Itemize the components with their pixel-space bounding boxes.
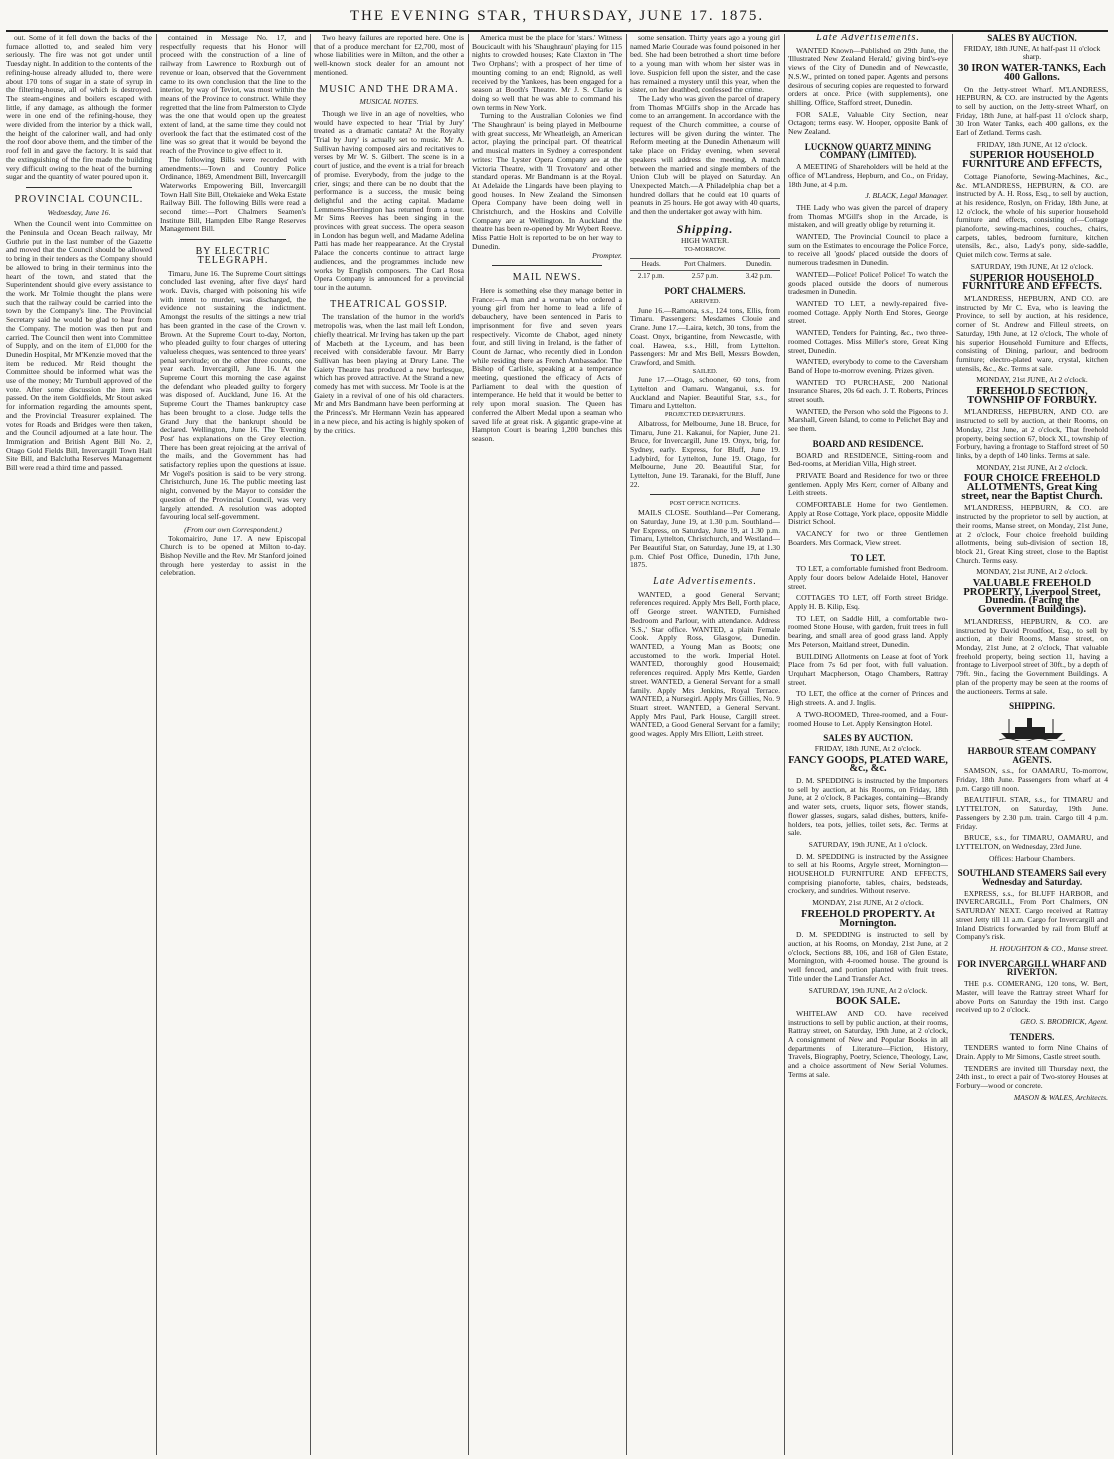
col3-top-text: Two heavy failures are reported here. One is that of a produce merchant for £2,700, most of whose liabilities were in Milton, and the other a well-known stock dealer for an amount not mentioned. bbox=[314, 34, 464, 77]
col2-telegrams: Timaru, June 16. The Supreme Court sittings concluded last evening, after five days' hard work. Davis, charged with poisoning his wife with intent to murder, was discharged, the evidence not sustaining the indictment. Amongst the results of the sittings a new trial has been granted in the case of the Crown v. Brown. At the Supreme Court to-day, Norton, who pleaded guilty to four charges of uttering valueless cheques, was sentenced to three years' penal servitude; on the other three counts, one year each. Invercargill, June 16. At the Supreme Court this morning the case against the defendant who pleaded guilty to forgery was disposed of. Auckland, June 16. At the Supreme Court the Thames bankruptcy case has been brought to a close. Judge tells the Grand Jury that the bankrupt should be declared. Wellington, June 16. The 'Evening Post' has explanations on the Grey election. There has been great rejoicing at the arrival of the mails, and the Government has had satisfactory replies upon the questions at issue. Mr Vogel's position is said to be very strong. Christchurch, June 16. The public meeting last night, convened by the Mayor to consider the question of the Provincial Council, was very largely attended. A resolution was adopted favouring local self-government. bbox=[160, 268, 306, 522]
southland-heading: SOUTHLAND STEAMERS Sail every Wednesday and Saturday. bbox=[957, 868, 1107, 888]
agent1-signature: H. HOUGHTON & CO., Manse street. bbox=[990, 943, 1108, 953]
table-cell: 2.17 p.m. bbox=[630, 270, 672, 281]
sale4-text: WHITELAW AND CO. have received instructions to sell by public auction, at their rooms, Rattray street, on Saturday, 19th June, at 2 o'clock, A consignment of New and Popular Books in all departments of Literature—Fiction, History, Travels, Biography, Poetry, Science, Theology, Law, and a choice assortment of New Serial Volumes. Terms at sale. bbox=[788, 1008, 948, 1079]
s2-text: Cottage Pianoforte, Sewing-Machines, &c., &c. M'LANDRESS, HEPBURN, & CO. are instructed by A. H. Ross, Esq., to sell by auction, at his residence, Roslyn, on Friday, 18th June, at 12 o'clock, the whole of his superior household furniture and effects, consisting of—Cottage pianoforte, sewing-machines, couches, chairs, carpets, tables, bedroom furniture, kitchen utensils, &c., also, Lady's pony, side-saddle, Quiet milch cow. Terms at sale. bbox=[956, 171, 1108, 260]
column-1 bbox=[6, 34, 152, 1455]
ad-pigeons: WANTED, the Person who sold the Pigeons to J. Marshall, Green Island, to come to Pelichet Bay and see them. bbox=[788, 406, 948, 434]
sale1-title: FANCY GOODS, PLATED WARE, &c., &c. bbox=[788, 754, 948, 775]
tender1-text: TENDERS wanted to form Nine Chains of Drain. Apply to Mr Simons, Castle street south. bbox=[956, 1043, 1108, 1062]
ad-police: WANTED—Police! Police! Police! To watch the goods placed outside the doors of numerous tradesmen in Dunedin. bbox=[788, 269, 948, 297]
col1-date: Wednesday, June 16. bbox=[47, 207, 111, 217]
col5-late-ads: WANTED, a good General Servant; references required. Apply Mrs Bell, Forth place, off George street. WANTED, Furnished Bedroom and Parlour, with attendance. Address 'S.S.,' Star office. WANTED, a plain Female Cook. Apply Ross, Glasgow, Dunedin. WANTED, a Young Man as Boots; one accustomed to the work. Imperial Hotel. WANTED, thoroughly good Housemaid; references required. Apply Mrs Kettle, Garden street. WANTED, a General Servant for a small family. Apply Mrs Jenkins, Royal Terrace. WANTED, a Nursegirl. Apply Mrs Gillies, No. 9 Stuart street. WANTED, a General Servant. Apply Mrs Paul, Park House, Cargill street. WANTED, a Good General Servant for a family; good wages. Apply Mrs Elliott, Leith street. bbox=[630, 589, 780, 739]
col5-high-water-sub: TO-MORROW. bbox=[684, 246, 726, 254]
ad-to-let-4: BUILDING Allotments on Lease at foot of York Place from 7s 6d per foot, with full valuation. Urquhart Macpherson, Otago Chambers, Rattray street. bbox=[788, 651, 948, 687]
col5-post-office-text: MAILS CLOSE. Southland—Per Comerang, on Saturday, June 19, at 1.30 p.m. Southland—Per Express, on Saturday, June 19, at 1.30 p.m. Timaru, Lyttelton, Christchurch, and Westland—Per Beautiful Star, on Saturday, June 19, at 1.30 p.m. Chief Post Office, Dunedin, 17th June, 1875. bbox=[630, 508, 780, 570]
col3-subheading: MUSICAL NOTES. bbox=[359, 97, 419, 107]
s1-title: 30 IRON WATER-TANKS, Each 400 Gallons. bbox=[958, 63, 1106, 83]
column-4 bbox=[472, 34, 622, 1455]
col1-rule bbox=[26, 187, 132, 188]
column-divider bbox=[952, 34, 953, 1455]
sale1-text: D. M. SPEDDING is instructed by the Importers to sell by auction, at his Rooms, on Friday, 18th June, at 2 o'clock, 8 Packages, containing—Brandy and water sets, cruets, liquor sets, flower stands, flower glasses, sugars, salad dishes, butters, knife-holders, tea pots, jellies, toilet sets, &c. Terms at sale. bbox=[788, 776, 948, 838]
col2-body: The following Bills were recorded with amendments:—Town and Country Police Ordinance, 1869, Amendment Bill, Invercargill Waterworks Empowering Bill, Invercargill Town Hall Site Bill, Otekaieke and Weka Estate Railway Bill. The following Bills were read a second time:—Port Chalmers Seamen's Institute Bill, Hampden Elbe Range Reserves Management Bill. bbox=[160, 154, 306, 234]
ad-to-let-5: TO LET, the office at the corner of Princes and High streets. A. and J. Inglis. bbox=[788, 689, 948, 708]
column-7 bbox=[956, 34, 1108, 1455]
ad-cottage-to-let: WANTED TO LET, a newly-repaired five-roomed Cottage. Apply North End Stores, George street. bbox=[788, 298, 948, 326]
sale2-date: SATURDAY, 19th JUNE, At 1 o'clock. bbox=[808, 839, 928, 849]
table-row bbox=[630, 270, 780, 281]
col5-top-text: some sensation. Thirty years ago a young girl named Marie Courade was found poisoned in her bed. She had been betrothed a short time before to a young man with whom her sister was in love. Suspicion fell upon the sister, and the case has remained a mystery until this year, when the sister, on her deathbed, confessed the crime. bbox=[630, 34, 780, 95]
ad-band-of-hope: WANTED, everybody to come to the Caversham Band of Hope to-morrow evening. Prizes given. bbox=[788, 357, 948, 375]
col5-shipping-heading: Shipping. bbox=[676, 221, 734, 236]
s1-date: FRIDAY, 18th JUNE, At half-past 11 o'clock sharp. bbox=[963, 43, 1101, 62]
col5-post-office-heading: POST OFFICE NOTICES. bbox=[669, 500, 741, 508]
ad-city-section: FOR SALE, Valuable City Section, near Octagon; terms easy. W. Hooper, opposite Bank of New Zealand. bbox=[788, 109, 948, 137]
sale4-date: SATURDAY, 19th JUNE, At 2 o'clock. bbox=[808, 985, 928, 995]
col5-port-heading: PORT CHALMERS. bbox=[664, 286, 746, 297]
s4-date: MONDAY, 21st JUNE, At 2 o'clock. bbox=[976, 375, 1088, 385]
col5-sailed-text: June 17.—Otago, schooner, 60 tons, from Lyttelton and Oamaru. Wanganui, s.s. for Auckland and Napier. Beautiful Star, s.s., for Timaru and Lyttelton. bbox=[630, 375, 780, 411]
ad-illustrated-herald: WANTED Known—Published on 29th June, the 'Illustrated New Zealand Herald,' giving bird's-eye views of the City of Dunedin and of Newcastle, N.S.W., printed on toned paper. Agents and persons desirous of securing copies are requested to forward orders at once. Price (with supplements), one shilling. Office, Stafford street, Dunedin. bbox=[788, 45, 948, 107]
column-divider bbox=[784, 34, 785, 1455]
masthead-title: THE EVENING STAR, THURSDAY, JUNE 17. 1875. bbox=[349, 8, 765, 24]
table-cell: Dunedin. bbox=[738, 258, 780, 270]
ad-to-let-3: TO LET, on Saddle Hill, a comfortable two-roomed Stone House, with garden, fruit trees in full bearing, and small area of good grass land. Apply Mrs Peterson, Maitland street, Dunedin. bbox=[788, 613, 948, 649]
sale2-text: D. M. SPEDDING is instructed by the Assignee to sell at his Rooms, Argyle street, Mornington—HOUSEHOLD FURNITURE AND EFFECTS, comprising pianoforte, tables, chairs, bedsteads, crockery, and sundries. Without reserve. bbox=[788, 851, 948, 896]
agent3-signature: MASON & WALES, Architects. bbox=[1013, 1092, 1108, 1102]
col3-body: Though we live in an age of novelties, who would have expected to hear 'Trial by Jury' treated as a dramatic cantata? At the Royalty 'Trial by Jury' is actually set to music. Mr A. Sullivan having composed airs and recitatives to verses by Mr W. S. Gilbert. The scene is in a court of justice, and the event is a trial for breach of promise. Everybody, from the judge to the crier, sings; and there can be no doubt that the performance is a success, the music being delightful and the acting capital. Madame Lemmens-Sherrington has returned from a tour. Mr Sims Reeves has been singing in the provinces with great success. The opera season in London has begun well, and Madame Adelina Patti has made her reappearance. At the Crystal Palace the concerts continue to attract large audiences, and the programmes include new works by English composers. The Carl Rosa Opera Company is announced for a provincial tour in the autumn. bbox=[314, 108, 464, 292]
col1-heading: PROVINCIAL COUNCIL. bbox=[14, 193, 144, 205]
col4-body: Turning to the Australian Colonies we find 'The Shaughraun' is being played in Melbourne with great success, Mr Wheatleigh, an American actor, playing the principal part. Of theatrical and musical matters in Sydney a correspondent writes: The Lyster Opera Company are at the Victoria Theatre, with 'Il Trovatore' and other standard operas. Mr Bandmann is at the Royal. At Adelaide the Lingards have been playing to good houses. In New Zealand the Simonsen Opera Company have been doing well in Christchurch, and the Hoskins and Colville Company are at Wellington. In Auckland the theatre has been re-opened by Mr Wybert Reeve. Miss Pattie Holt is reported to be on her way to Dunedin. bbox=[472, 111, 622, 251]
ad-to-let-1: TO LET, a comfortable furnished front Bedroom. Apply four doors below Adelaide Hotel, Hanover street. bbox=[788, 564, 948, 591]
masthead bbox=[0, 0, 1114, 32]
table-cell: 3.42 p.m. bbox=[738, 270, 780, 281]
col7-heading: SALES BY AUCTION. bbox=[987, 34, 1077, 43]
ship2-text: BEAUTIFUL STAR, s.s., for TIMARU and LYTTELTON, on Saturday, 19th June. Passengers by 2.30 p.m. train. Cargo till 4 p.m. Friday. bbox=[956, 795, 1108, 831]
to-let-heading: TO LET. bbox=[850, 552, 886, 563]
s2-date: FRIDAY, 18th JUNE, At 12 o'clock. bbox=[976, 139, 1088, 149]
col4-mail-heading: MAIL NEWS. bbox=[512, 272, 582, 284]
col5-body: The Lady who was given the parcel of drapery from Thomas M'Gill's shop in the Arcade has come to an arrangement. In accordance with the request of the Church committee, a course of lectures will be given during the winter. The Reform meeting at the Dunedin Athenæum will take place on Friday evening, when several speakers will address the meeting. A match between the married and single members of the Union Club will be played on Saturday. An Unexpected Match.—A Philadelphia chap bet a hundred dollars that he could eat 10 quarts of peanuts in 25 hours. He got away with 40 quarts, and then the undertaker got away with him. bbox=[630, 93, 780, 217]
column-3 bbox=[314, 34, 464, 1455]
s5-text: M'LANDRESS, HEPBURN, & CO. are instructed by the proprietor to sell by auction, at their rooms, Manse street, on Monday, 21st June, at 2 o'clock, Four choice freehold building allotments, being sub-division of section 18, block 21, Great King street, close to the Baptist Church. Terms easy. bbox=[956, 503, 1108, 565]
col6-heading: Late Advertisements. bbox=[816, 34, 920, 43]
masthead-rule bbox=[6, 30, 1108, 32]
col3-gossip: The translation of the humor in the world's metropolis was, when the last mail left London, chiefly theatrical. Mr Irving has taken up the part of Macbeth at the Lyceum, and has been received with considerable favour. Mr Barry Sullivan has been playing at Drury Lane. The Gaiety Theatre has produced a new burlesque, which has proved attractive. At the Strand a new comedy has met with success. Mr Toole is at the Gaiety in a revival of one of his old characters. Mr and Mrs Bandmann have been performing at the Princess's. Mr Hermann Vezin has appeared in a new piece, and his acting is highly spoken of by the critics. bbox=[314, 312, 464, 435]
sale3-text: D. M. SPEDDING is instructed to sell by auction, at his Rooms, on Monday, 21st June, at 2 o'clock, Sections 88, 106, and 168 of Glen Estate, Mornington, with 4-roomed house. The ground is well fenced, and portion planted with fruit trees. Title under the Land Transfer Act. bbox=[788, 930, 948, 983]
sales-heading: SALES BY AUCTION. bbox=[823, 733, 913, 744]
s6-text: M'LANDRESS, HEPBURN, & CO. are instructed by David Proudfoot, Esq., to sell by auction, at their Rooms, Manse street, on Monday, 21st June, at 2 o'clock, That valuable freehold property, being section 11, having a frontage to Liverpool street of 30ft., by a depth of 79ft. 9in., facing the Government Buildings. A plan of the property may be seen at the rooms of the auctioneers. Terms at sale. bbox=[956, 616, 1108, 696]
column-6 bbox=[788, 34, 948, 1455]
steamship-icon bbox=[997, 715, 1067, 741]
column-divider bbox=[626, 34, 627, 1455]
ad-shareholders-meeting: A MEETING of Shareholders will be held at the office of M'Landress, Hepburn, and Co., on Friday, 18th June, at 4 p.m. bbox=[788, 162, 948, 189]
col2-top-text: contained in Message No. 17, and respectfully requests that his Honor will proceed with the construction of a line of railway from Lawrence to Roxburgh out of revenue or loan, observed that the Government came to its own conclusion that the line to the interior, by way of Teviot, was most within the means of the Province to construct. While they regretted that the line from Palmerston to Clyde was the one that would open up the greatest extent of land, at the same time they could not overlook the fact that the estimated cost of the line was so great that it would be beyond the reach of the Province to give effect to it. bbox=[160, 34, 306, 156]
ad-board-3: COMFORTABLE Home for two Gentlemen. Apply at Rose Cottage, York place, opposite Middle District School. bbox=[788, 500, 948, 527]
col4-signature: Prompter. bbox=[592, 250, 622, 260]
sale1-date: FRIDAY, 18th JUNE, At 2 o'clock. bbox=[814, 743, 922, 753]
col4-top-text: America must be the place for 'stars.' Witness Boucicault with his 'Shaughraun' playing for 115 nights to crowded houses; Kate Claxton in 'The Two Orphans'; with a prospect of her time of mounting coming to an end; Rignold, as well received by the Yankees, has been engaged for a season at Booth's Theatre. Mr J. S. Clarke is doing so well that he was able to command his own terms in New York. bbox=[472, 34, 622, 112]
col5-high-water: HIGH WATER. bbox=[681, 236, 729, 246]
column-divider bbox=[468, 34, 469, 1455]
s5-title: FOUR CHOICE FREEHOLD ALLOTMENTS, Great King street, near the Baptist Church. bbox=[961, 473, 1103, 502]
s6-title: VALUABLE FREEHOLD PROPERTY, Liverpool Street, Dunedin. (Facing the Government Buildings). bbox=[963, 578, 1101, 616]
col2-tokomairiro: Tokomairiro, June 17. A new Episcopal Church is to be opened at Milton to-day. Bishop Neville and the Rev. Mr Stanford joined through here yesterday to assist in the celebration. bbox=[160, 533, 306, 578]
ad-board-1: BOARD and RESIDENCE, Sitting-room and Bed-rooms, at Meridian Villa, High street. bbox=[788, 450, 948, 469]
invercargill-heading: FOR INVERCARGILL WHARF AND RIVERTON. bbox=[957, 958, 1107, 978]
ad-provincial-council: WANTED, The Provincial Council to place a sum on the Estimates to encourage the Police Force, to receive all 'goods' placed outside the doors of numerous tradesmen in Dunedin. bbox=[788, 232, 948, 268]
ship1-text: SAMSON, s.s., for OAMARU, To-morrow, Friday, 18th June. Passengers from wharf at 4 p.m. Cargo till noon. bbox=[956, 766, 1108, 793]
s4-title: FREEHOLD SECTION, TOWNSHIP OF FORBURY. bbox=[967, 386, 1097, 406]
column-divider bbox=[156, 34, 157, 1455]
table-cell: 2.57 p.m. bbox=[672, 270, 737, 281]
column-5 bbox=[630, 34, 780, 1455]
sale3-title: FREEHOLD PROPERTY. At Mornington. bbox=[801, 908, 935, 929]
ad-to-let-6: A TWO-ROOMED, Three-roomed, and a Four-roomed House to Let. Apply Kensington Hotel. bbox=[788, 709, 948, 728]
col5-late-ads-heading: Late Advertisements. bbox=[653, 576, 757, 588]
col1-top-text: out. Some of it fell down the backs of the furnace allotted to, and sealed him very seriously. The fire was not got under until Tuesday night. In addition to the contents of the refining-house already alluded to, there were about 170 tons of sugar in a state of syrup in the filtering-house, all of which is destroyed. The steam-engines and boilers escaped with little, if any damage, as although the former were in one end of the refining-house, they were divided from the interior by a thick wall, the height of the caloriner wall, and had only the roof door above them, and the timber of the roof fell in and gave the factory. It is said that the extinguishing of the fire made the building very difficult owing to the heat of the burning sugar and the quantity of water poured upon it. bbox=[6, 34, 152, 182]
col1-body: When the Council went into Committee on the Peninsula and Ocean Beach railway, Mr Guthrie put in the last number of the Gazette and moved that the Council should be allowed to bring in their tenders as the Company should be allowed to bring in their terminus into the heart of the town, and stated that the Superintendent should give every assistance to the work. Mr Tolmie thought the plans were such that the railway could be carried into the town by the Company's line. The Provincial Secretary said he would be glad to hear from the Company. The motion was then put and carried. The Council then went into Committee of Supply, and on the item of £1,000 for the Dunedin Hospital, Mr M'Kenzie moved that the item be reduced. Mr Reid thought the Committee should be informed what was the use of the money; Mr Turnbull approved of the vote. After some discussion the item was passed. On the item Goldfields, Mr Stout asked for information regarding the amounts spent, and the Provincial Treasurer explained. The votes for Roads and Bridges were then taken, and the Council adjourned at a late hour. The Immigration and British Agent Bill No. 2, Otago Gold Fields Bill, Invercargill Town Hall Site Bill, and Balclutha Reserves Management Bill were read a third time and passed. bbox=[6, 219, 152, 473]
ad-board-2: PRIVATE Board and Residence for two or three gentlemen. Apply Mrs Kerr, corner of Albany and Leith streets. bbox=[788, 470, 948, 498]
ad-board-4: VACANCY for two or three Gentlemen Boarders. Mrs Cormack, View street. bbox=[788, 529, 948, 547]
s5-date: MONDAY, 21st JUNE, At 2 o'clock. bbox=[976, 462, 1088, 472]
ad-tenders-painting: WANTED, Tenders for Painting, &c., two three-roomed Cottages. Miss Miller's store, Great King street, Dunedin. bbox=[788, 328, 948, 355]
sale3-date: MONDAY, 21st JUNE, At 2 o'clock. bbox=[812, 898, 924, 908]
s1-text: On the Jetty-street Wharf. M'LANDRESS, HEPBURN, & CO. are instructed by the Agents to sell by auction, on the Jetty-street Wharf, on Friday, 18th June, at half-past 11 o'clock sharp, 30 Iron Water Tanks, each 400 gallons, ex the Earl of Zetland. Terms cash. bbox=[956, 84, 1108, 138]
col5-arrived: ARRIVED. bbox=[689, 297, 721, 305]
ship4-text: EXPRESS, s.s., for BLUFF HARBOR, and INVERCARGILL, From Port Chalmers, ON SATURDAY NEXT. Cargo received at Rattray street Jetty till 11 a.m. Cargo for Invercargill and Inland Districts forwarded by rail from Bluff at Company's risk. bbox=[956, 888, 1108, 942]
table-cell: Port Chalmers. bbox=[672, 258, 737, 270]
offices-text: Offices: Harbour Chambers. bbox=[988, 853, 1076, 863]
company-heading: LUCKNOW QUARTZ MINING COMPANY (LIMITED). bbox=[804, 141, 932, 161]
col5-projected-text: Albatross, for Melbourne, June 18. Bruce, for Timaru, June 21. Kakanui, for Napier, June 21. Bruce, for Invercargill, June 19. Onyx, brig, for Sydney, early. Express, for Bluff, June 19. Ladybird, for Lyttelton, June 19. Otago, for Melbourne, June 20. Beautiful Star, for Lyttelton, June 19. Taranaki, for the Bluff, June 22. bbox=[630, 418, 780, 489]
board-heading: BOARD AND RESIDENCE. bbox=[812, 438, 924, 449]
col4-mail: Here is something else they manage better in France:—A man and a woman who ordered a young girl from her home to lead a life of debauchery, have been sentenced in Paris to imprisonment for five and seven years respectively. Vicomte de Chabot, aged ninety four, and still living in Ireland, is the father of Count de Jarnac, who recently died in London while residing there as French Ambassador. The Bishop of Carlisle, speaking at a temperance meeting, questioned the efficacy of Acts of Parliament to deal with the question of intemperance. He held that it would be better to rely upon moral suasion. The Queen has conferred the Albert Medal upon a seaman who saved life at great risk. A gigantic grape-vine at Hampton Court is bearing 1,200 bunches this season. bbox=[472, 285, 622, 443]
col4-rule bbox=[492, 265, 602, 266]
col3-heading: MUSIC AND THE DRAMA. bbox=[319, 83, 459, 95]
ship5-text: THE p.s. COMERANG, 120 tons, W. Bert, Master, will leave the Rattray street Wharf for above Ports on Saturday the 19th inst. Cargo received up to 2 o'clock. bbox=[956, 979, 1108, 1015]
col2-heading: BY ELECTRIC TELEGRAPH. bbox=[195, 246, 271, 266]
legal-manager-signature: J. BLACK, Legal Manager. bbox=[865, 191, 948, 201]
column-divider bbox=[310, 34, 311, 1455]
col5-sailed: SAILED. bbox=[692, 367, 718, 375]
harbour-heading: HARBOUR STEAM COMPANY AGENTS. bbox=[967, 745, 1097, 765]
ad-insurance-shares: WANTED TO PURCHASE, 200 National Insurance Shares, 20s 6d each. J. T. Roberts, Princes street south. bbox=[788, 377, 948, 405]
table-cell: Heads. bbox=[630, 258, 672, 270]
ad-to-let-2: COTTAGES TO LET, off Forth street Bridge. Apply H. B. Kilip, Esq. bbox=[788, 593, 948, 612]
s4-text: M'LANDRESS, HEPBURN, AND CO. are instructed to sell by auction, at their Rooms, on Monday, 21st June, at 2 o'clock, That freehold property, being section 67, block XI., township of Forbury, having a frontage to Stafford street of 50 links, by a depth of 140 links. Terms at sale. bbox=[956, 407, 1108, 460]
s3-date: SATURDAY, 19th JUNE, At 12 o'clock. bbox=[970, 261, 1094, 271]
sale4-title: BOOK SALE. bbox=[835, 996, 901, 1008]
col5-projected: PROJECTED DEPARTURES. bbox=[664, 411, 746, 419]
column-2 bbox=[160, 34, 306, 1455]
col5-ships: June 16.—Ramona, s.s., 124 tons, Ellis, from Timaru. Passengers: Mesdames Clouie and Crane. June 17.—Laira, ketch, 30 tons, from the Coast. Onyx, brigantine, from Newcastle, with coal. Hawea, s.s., Hill, from Lyttelton. Passengers: Mr and Mrs Bell, Messrs Bowden, Crawford, and Smith. bbox=[630, 305, 780, 367]
col2-rule bbox=[180, 239, 286, 240]
ship3-text: BRUCE, s.s., for TIMARU, OAMARU, and LYTTELTON, on Wednesday, 23rd June. bbox=[956, 833, 1108, 851]
shipping-heading: SHIPPING. bbox=[1009, 701, 1055, 712]
col5-rule bbox=[650, 494, 760, 495]
high-water-table bbox=[630, 258, 780, 281]
s3-title: SUPERIOR HOUSEHOLD FURNITURE AND EFFECTS. bbox=[962, 272, 1102, 293]
s3-text: M'LANDRESS, HEPBURN, AND CO. are instructed by Mr C. Eva, who is leaving the Province, to sell by auction, at his residence, corner of St. Andrew and Filleul streets, on Saturday, 19th June, at 12 o'clock, The whole of his superior Household Furniture and Effects, consisting of Dining, parlour, and bedroom furniture; electro-plated ware, crystal, kitchen utensils, &c., &c. Terms at sale. bbox=[956, 293, 1108, 373]
col2-footnote: (From our own Correspondent.) bbox=[184, 524, 282, 534]
s6-date: MONDAY, 21st JUNE, At 2 o'clock. bbox=[976, 567, 1088, 577]
ad-lady-parcel: THE Lady who was given the parcel of drapery from Thomas M'Gill's shop in the Arcade, is mistaken, and will greatly oblige by returning it. bbox=[788, 202, 948, 230]
s2-title: SUPERIOR HOUSEHOLD FURNITURE AND EFFECTS, bbox=[962, 150, 1102, 171]
tender2-text: TENDERS are invited till Thursday next, the 24th inst., to erect a pair of Two-storey Houses at Forbury—wood or concrete. bbox=[956, 1063, 1108, 1091]
tenders-heading: TENDERS. bbox=[1009, 1031, 1055, 1042]
table-row bbox=[630, 258, 780, 270]
col3-gossip-heading: THEATRICAL GOSSIP. bbox=[330, 298, 448, 310]
agent2-signature: GEO. S. BRODRICK, Agent. bbox=[1020, 1016, 1108, 1026]
